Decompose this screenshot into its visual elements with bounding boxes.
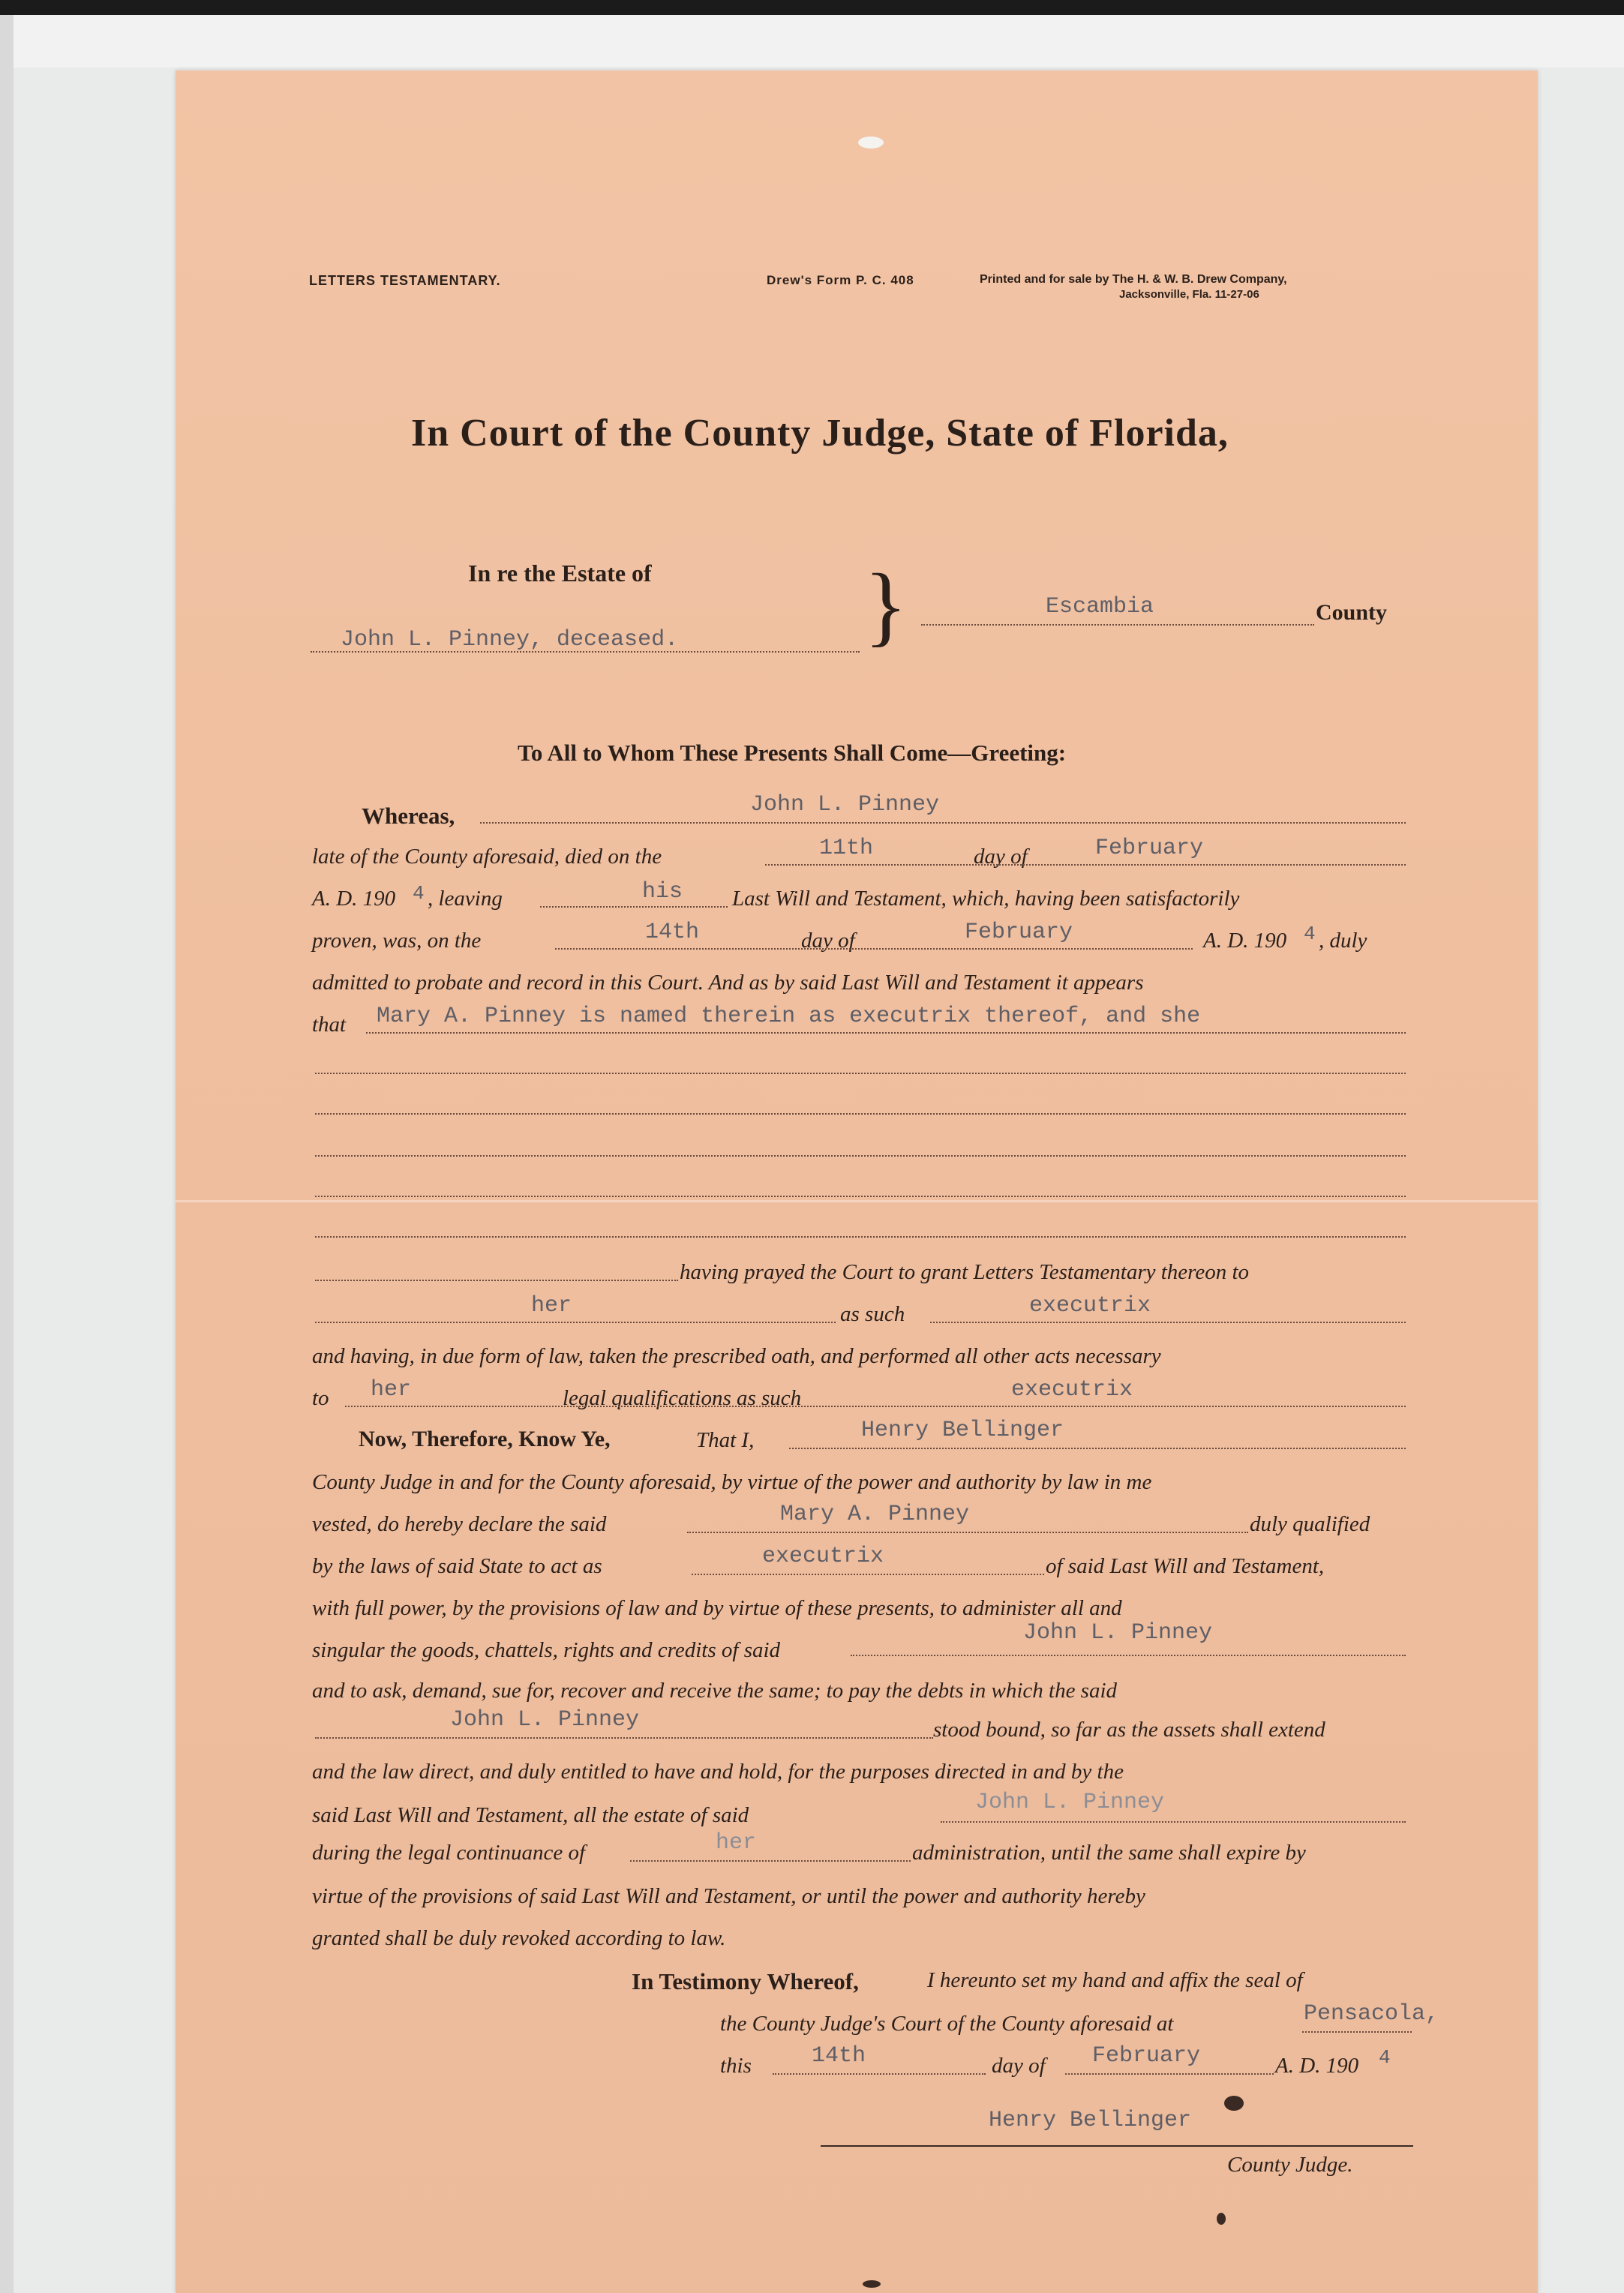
seal-day: 14th xyxy=(812,2043,866,2069)
blank-line-2 xyxy=(315,1113,1406,1115)
line-21-text: and to ask, demand, sue for, recover and receive the same; to pay the debts in which the said xyxy=(312,1679,1118,1703)
now-label: Now, Therefore, Know Ye, xyxy=(359,1427,611,1451)
paper-fold xyxy=(176,1200,1538,1202)
line-1 xyxy=(480,822,1406,824)
seal-month-line xyxy=(1065,2073,1274,2075)
brace: } xyxy=(864,555,908,655)
qualification-role: executrix xyxy=(1011,1377,1133,1403)
blank-line-3 xyxy=(315,1155,1406,1157)
line-4-text-d: , duly xyxy=(1319,929,1367,953)
testimony-text-b: I hereunto set my hand and affix the seal of xyxy=(927,1968,1303,1992)
line-22 xyxy=(315,1737,933,1739)
grantee-value: her xyxy=(531,1293,572,1319)
county-label: County xyxy=(1316,600,1388,625)
line-12-text-b: as such xyxy=(840,1302,905,1326)
line-23-text: and the law direct, and duly entitled to have and hold, for the purposes directed in and by the xyxy=(312,1760,1124,1784)
line-25 xyxy=(630,1860,911,1862)
line-3-text-a: A. D. 190 xyxy=(312,887,396,911)
document-paper xyxy=(176,71,1538,2293)
administration-pronoun: her xyxy=(716,1830,757,1856)
line-24-text-a: said Last Will and Testament, all the estate of said xyxy=(312,1803,749,1827)
line-12-a xyxy=(315,1322,836,1323)
death-day: 11th xyxy=(819,836,874,861)
place-line xyxy=(1302,2031,1412,2033)
estate-owner-1: John L. Pinney xyxy=(1023,1620,1213,1646)
place-value: Pensacola, xyxy=(1304,2001,1439,2027)
ink-blot xyxy=(1224,2096,1244,2111)
testimony-ad: A. D. 190 xyxy=(1275,2054,1359,2078)
debtor-name: John L. Pinney xyxy=(450,1707,640,1733)
line-12-b xyxy=(930,1322,1406,1323)
probate-month: February xyxy=(965,920,1073,945)
line-26-text: virtue of the provisions of said Last Will and Testament, or until the power and authority hereby xyxy=(312,1884,1145,1908)
signature-name: Henry Bellinger xyxy=(989,2108,1192,2133)
line-2 xyxy=(765,864,1406,866)
line-24 xyxy=(941,1821,1406,1823)
line-3-text-b: , leaving xyxy=(428,887,503,911)
line-17-text-b: duly qualified xyxy=(1250,1512,1370,1536)
estate-owner-2: John L. Pinney xyxy=(975,1790,1165,1815)
line-4-text-b: day of xyxy=(801,929,855,953)
line-3 xyxy=(540,906,728,908)
line-4 xyxy=(555,948,1193,950)
testimony-line-2: the County Judge's Court of the County aforesaid at xyxy=(720,2012,1174,2036)
county-line xyxy=(921,624,1314,626)
whereas-value: John L. Pinney xyxy=(750,792,940,818)
line-2-text-a: late of the County aforesaid, died on the xyxy=(312,845,662,869)
death-month: February xyxy=(1095,836,1204,861)
line-19-text: with full power, by the provisions of law and by virtue of these presents, to administer all and xyxy=(312,1596,1122,1620)
greeting: To All to Whom These Presents Shall Come—Greeting: xyxy=(518,740,1067,766)
line-22-text-b: stood bound, so far as the assets shall extend xyxy=(933,1718,1325,1742)
signature-line xyxy=(821,2145,1413,2147)
line-11 xyxy=(315,1280,678,1281)
printer-line-1: Printed and for sale by The H. & W. B. Drew Company, xyxy=(980,273,1287,286)
executrix-statement: Mary A. Pinney is named therein as executrix thereof, and she xyxy=(377,1004,1201,1029)
estate-label: In re the Estate of xyxy=(468,560,652,587)
grantee-role: executrix xyxy=(1029,1293,1151,1319)
line-20 xyxy=(851,1655,1406,1656)
line-18 xyxy=(692,1574,1044,1575)
blank-line-4 xyxy=(315,1196,1406,1197)
seal-day-line xyxy=(773,2073,986,2075)
death-year: 4 xyxy=(413,882,425,905)
whereas-label: Whereas, xyxy=(362,803,455,829)
form-name: LETTERS TESTAMENTARY. xyxy=(309,273,501,288)
line-17 xyxy=(687,1532,1248,1533)
testimony-day-of: day of xyxy=(992,2054,1046,2078)
testimony-this: this xyxy=(720,2054,752,2078)
line-15 xyxy=(789,1448,1406,1449)
qualification-pronoun: her xyxy=(371,1377,412,1403)
line-6 xyxy=(366,1032,1406,1034)
scan-border-top xyxy=(0,0,1624,15)
line-15-text-b: That I, xyxy=(696,1428,755,1452)
line-14-text-a: to xyxy=(312,1386,329,1410)
testimony-label: In Testimony Whereof, xyxy=(632,1968,859,1994)
line-27-text: granted shall be duly revoked according to law. xyxy=(312,1926,726,1950)
blank-line-1 xyxy=(315,1073,1406,1074)
line-5-text: admitted to probate and record in this Court. And as by said Last Will and Testament it appears xyxy=(312,971,1144,995)
blank-line-5 xyxy=(315,1236,1406,1238)
his-value: his xyxy=(642,879,683,905)
printer-line-2: Jacksonville, Fla. 11-27-06 xyxy=(1119,288,1259,301)
line-14 xyxy=(345,1406,1406,1407)
line-25-text-b: administration, until the same shall expire by xyxy=(912,1841,1306,1865)
line-11-text: having prayed the Court to grant Letters Testamentary thereon to xyxy=(680,1260,1250,1284)
line-6-text-a: that xyxy=(312,1013,347,1037)
judge-name: Henry Bellinger xyxy=(861,1418,1064,1443)
ink-spot xyxy=(1217,2213,1226,2225)
line-17-text-a: vested, do hereby declare the said xyxy=(312,1512,607,1536)
declared-executrix: Mary A. Pinney xyxy=(780,1502,970,1527)
line-13-text: and having, in due form of law, taken the prescribed oath, and performed all other acts necessary xyxy=(312,1344,1161,1368)
probate-day: 14th xyxy=(645,920,700,945)
ink-spot-bottom xyxy=(863,2280,881,2288)
scan-strip xyxy=(14,15,1624,68)
line-4-text-c: A. D. 190 xyxy=(1203,929,1287,953)
decedent-line xyxy=(311,651,860,653)
acting-role: executrix xyxy=(762,1544,884,1569)
decedent-name: John L. Pinney, deceased. xyxy=(341,627,679,653)
line-4-text-a: proven, was, on the xyxy=(312,929,482,953)
line-2-text-b: day of xyxy=(974,845,1028,869)
line-3-text-c: Last Will and Testament, which, having been satisfactorily xyxy=(732,887,1240,911)
seal-month: February xyxy=(1092,2043,1201,2069)
signature-title: County Judge. xyxy=(1227,2153,1353,2177)
line-25-text-a: during the legal continuance of xyxy=(312,1841,586,1865)
paper-hole-top xyxy=(858,137,884,149)
county-value: Escambia xyxy=(1046,594,1154,620)
line-20-text-a: singular the goods, chattels, rights and credits of said xyxy=(312,1638,781,1662)
line-18-text-a: by the laws of said State to act as xyxy=(312,1554,602,1578)
probate-year: 4 xyxy=(1304,923,1316,945)
court-title: In Court of the County Judge, State of Florida, xyxy=(411,412,1229,455)
line-16-text: County Judge in and for the County aforesaid, by virtue of the power and authority by law in me xyxy=(312,1470,1152,1494)
seal-year: 4 xyxy=(1379,2046,1391,2069)
scan-border-left xyxy=(0,15,14,2293)
line-14-text-b: legal qualifications as such xyxy=(563,1386,802,1410)
line-18-text-b: of said Last Will and Testament, xyxy=(1046,1554,1325,1578)
form-number: Drew's Form P. C. 408 xyxy=(767,273,914,287)
